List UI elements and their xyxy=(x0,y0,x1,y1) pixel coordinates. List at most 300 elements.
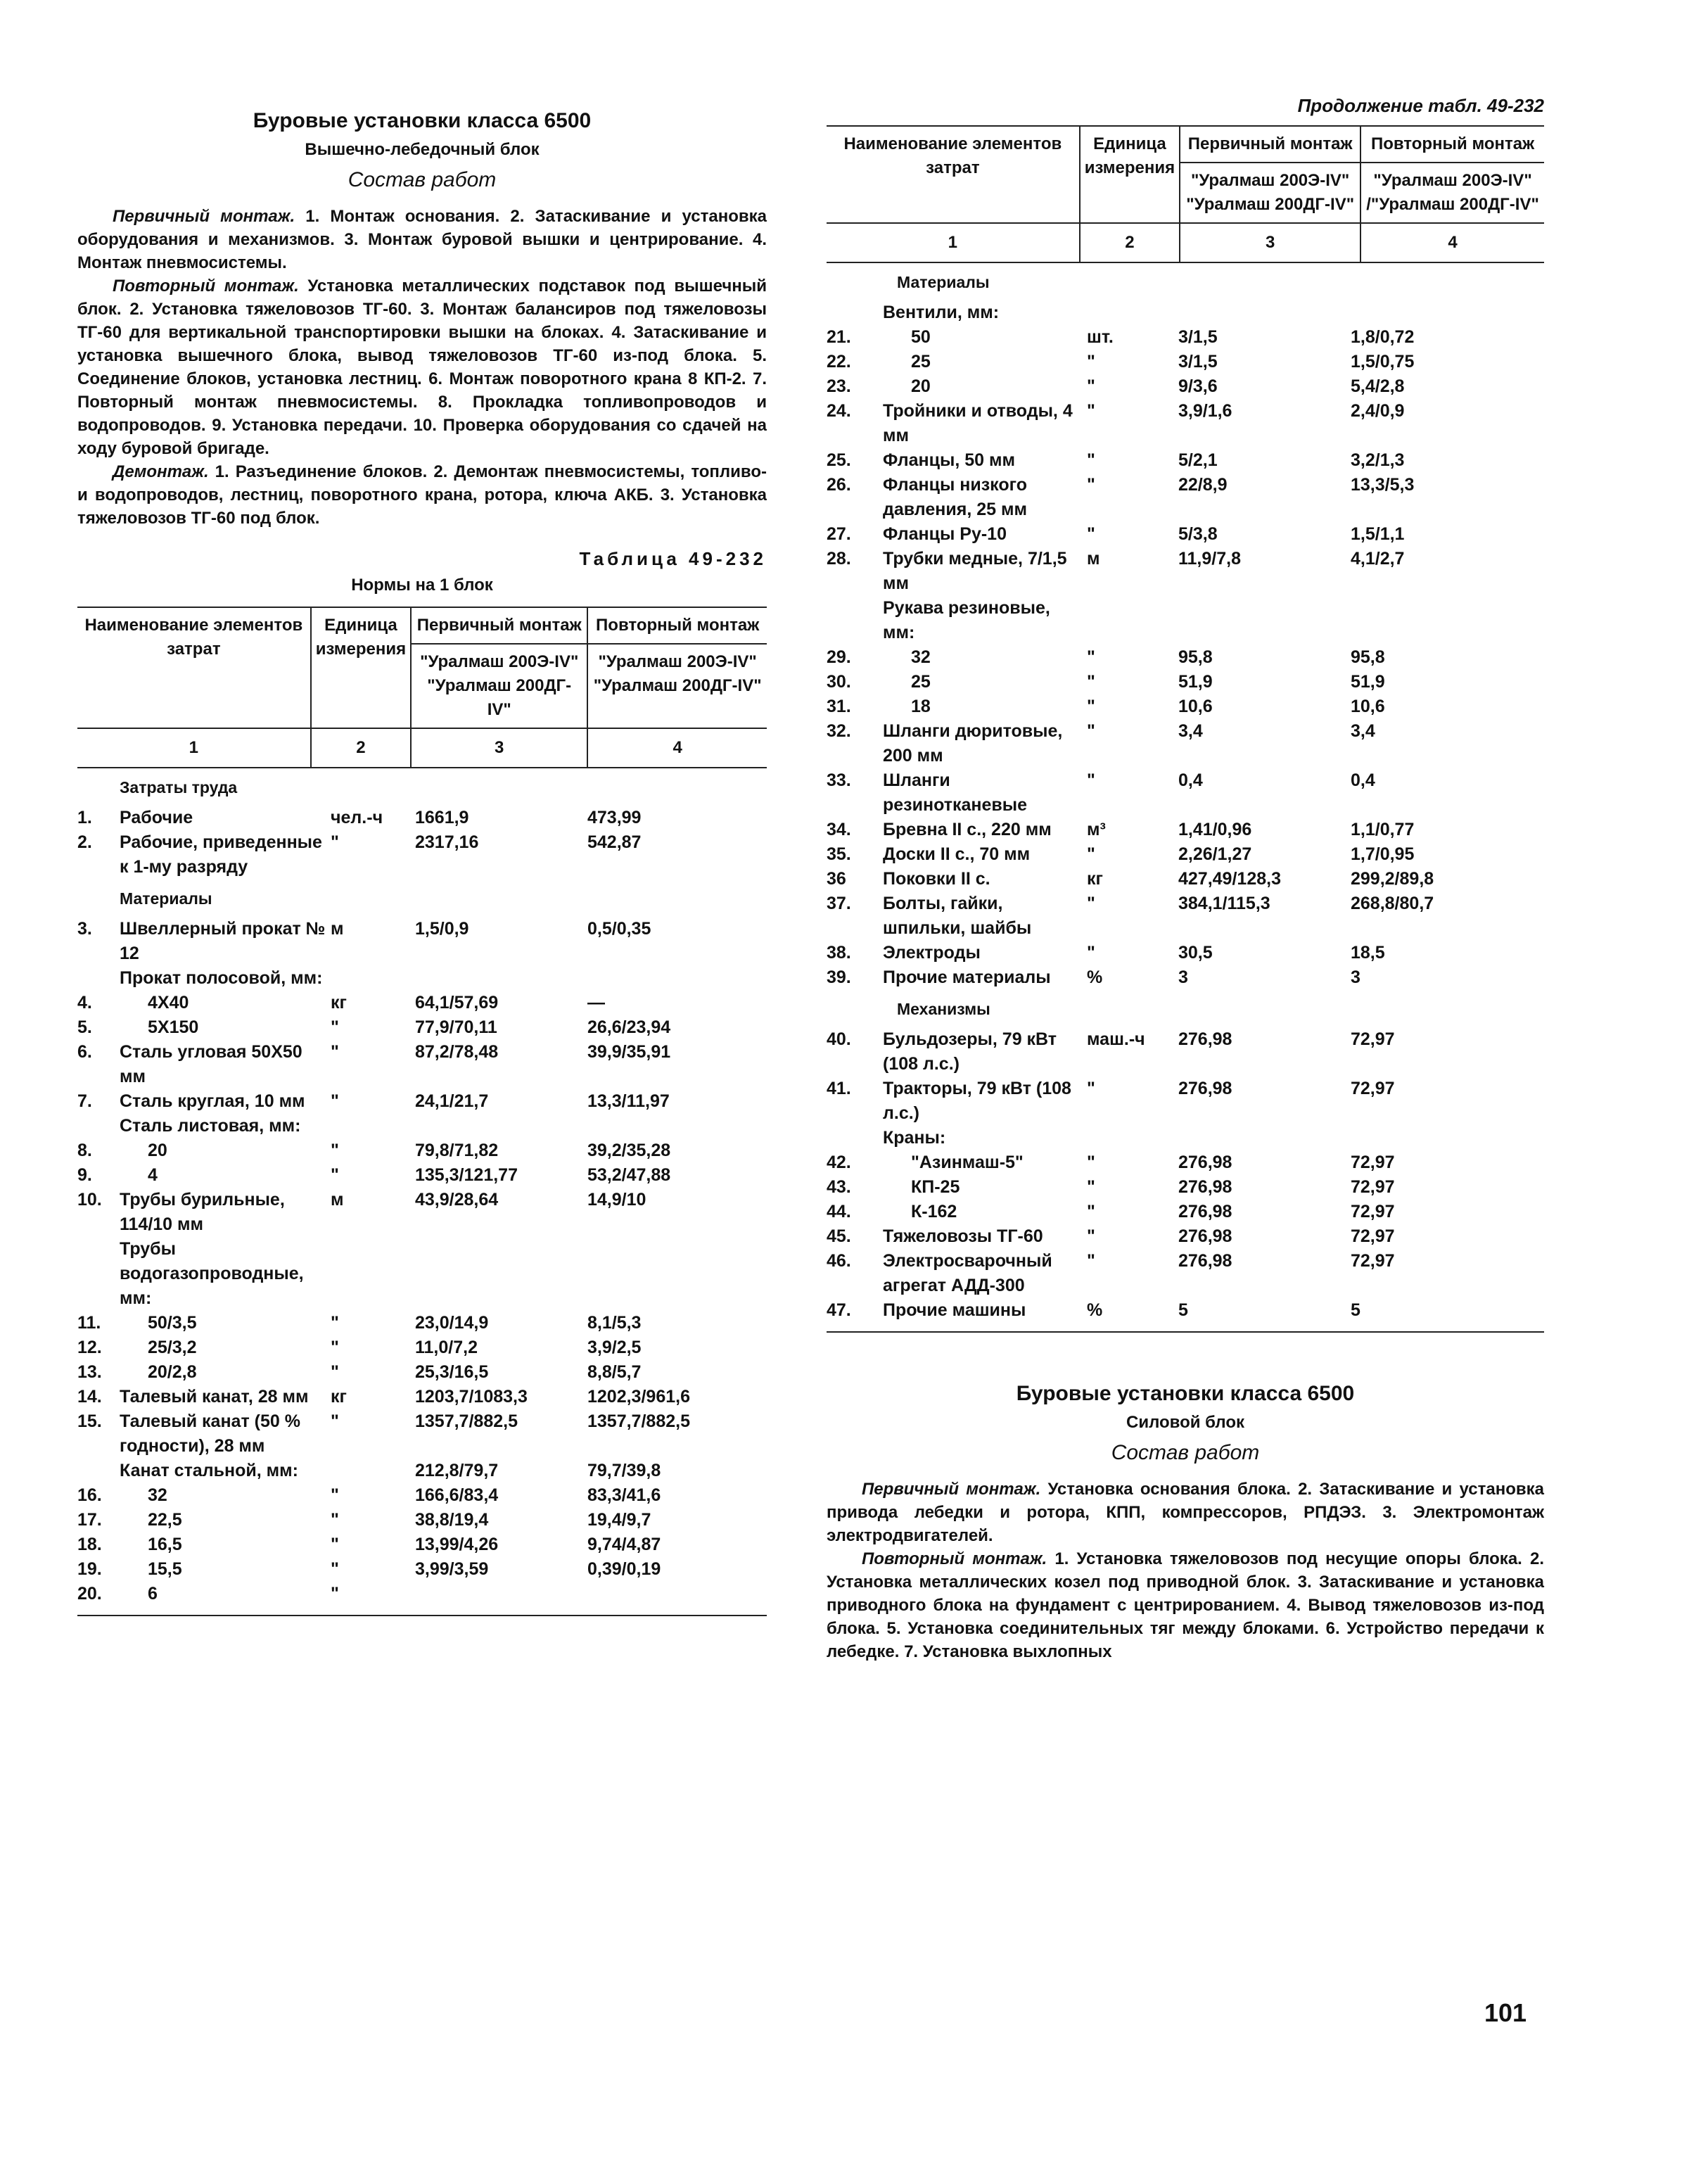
row-unit: м³ xyxy=(1087,820,1106,839)
row-primary-value: 87,2/78,48 xyxy=(415,1042,499,1062)
row-number: 13. xyxy=(77,1362,102,1382)
row-primary-value: 25,3/16,5 xyxy=(415,1362,489,1382)
paragraph-dismantle: Демонтаж. 1. Разъединение блоков. 2. Демонтаж пневмосистемы, топливо- и водопроводов, лестниц, поворотного крана, ротора, ключа АКБ. 3. Установка тяжеловозов ТГ-60 под блок. xyxy=(77,462,767,528)
row-primary-value: 276,98 xyxy=(1178,1251,1232,1271)
row-number: 35. xyxy=(827,844,851,864)
row-name: Сталь угловая 50Х50 мм xyxy=(120,1042,302,1086)
row-number: 9. xyxy=(77,1165,92,1185)
row-repeat-value: 268,8/80,7 xyxy=(1351,894,1434,913)
section-title: Буровые установки класса 6500 xyxy=(1016,1382,1355,1405)
row-name: Краны: xyxy=(883,1128,946,1148)
row-number: 30. xyxy=(827,672,851,692)
row-number: 43. xyxy=(827,1177,851,1197)
row-unit: " xyxy=(331,1559,339,1579)
row-unit: " xyxy=(331,1485,339,1505)
row-primary-value: 5/3,8 xyxy=(1178,524,1218,544)
table-row xyxy=(827,1224,1544,1249)
row-name: Канат стальной, мм: xyxy=(120,1461,298,1480)
row-name: КП-25 xyxy=(911,1177,960,1197)
paragraph-primary-install: Первичный монтаж. 1. Монтаж основания. 2. Затаскивание и установка оборудования и механизмов. 3. Монтаж буровой вышки и центрирование. 4. Монтаж пневмосистемы. xyxy=(77,207,767,272)
section-title: Буровые установки класса 6500 xyxy=(253,109,592,132)
row-name: 16,5 xyxy=(148,1535,182,1554)
table-row xyxy=(827,374,1544,399)
table-row xyxy=(77,1582,767,1606)
row-repeat-value: 39,9/35,91 xyxy=(587,1042,671,1062)
table-row xyxy=(77,991,767,1015)
row-unit: маш.-ч xyxy=(1087,1029,1145,1049)
header-num: 4 xyxy=(587,728,767,768)
row-number: 44. xyxy=(827,1202,851,1221)
table-header xyxy=(77,607,767,768)
row-number: 27. xyxy=(827,524,851,544)
header-num: 4 xyxy=(1360,223,1544,262)
row-name: 20 xyxy=(911,376,931,396)
row-repeat-value: 19,4/9,7 xyxy=(587,1510,651,1530)
row-primary-value: 3 xyxy=(1178,967,1188,987)
row-name: Тракторы, 79 кВт (108 л.с.) xyxy=(883,1079,1071,1123)
row-unit: " xyxy=(331,1584,339,1604)
row-name: Трубы водогазопроводные, мм: xyxy=(120,1239,304,1308)
row-unit: " xyxy=(1087,524,1095,544)
row-name: Рукава резиновые, мм: xyxy=(883,598,1050,642)
table-row xyxy=(77,917,767,966)
row-primary-value: 79,8/71,82 xyxy=(415,1141,499,1160)
row-number: 47. xyxy=(827,1300,851,1320)
row-primary-value: 77,9/70,11 xyxy=(415,1017,497,1037)
row-primary-value: 30,5 xyxy=(1178,943,1213,963)
row-number: 4. xyxy=(77,993,92,1013)
row-primary-value: 1661,9 xyxy=(415,808,469,827)
row-name: Талевый канат (50 % годности), 28 мм xyxy=(120,1411,300,1456)
table-row xyxy=(827,1150,1544,1175)
row-primary-value: 23,0/14,9 xyxy=(415,1313,489,1333)
row-repeat-value: 299,2/89,8 xyxy=(1351,869,1434,889)
row-unit: " xyxy=(1087,401,1095,421)
row-name: 5Х150 xyxy=(148,1017,199,1037)
row-unit: " xyxy=(331,1338,339,1357)
row-number: 10. xyxy=(77,1190,102,1210)
row-number: 19. xyxy=(77,1559,102,1579)
header-col-name: Наименование элементов затрат xyxy=(77,607,311,728)
header-col-unit: Единица измерения xyxy=(311,607,411,728)
row-repeat-value: 1,5/0,75 xyxy=(1351,352,1415,372)
row-unit: " xyxy=(1087,647,1095,667)
row-primary-value: 276,98 xyxy=(1178,1079,1232,1098)
row-name: Фланцы низкого давления, 25 мм xyxy=(883,475,1027,519)
row-unit: % xyxy=(1087,1300,1103,1320)
row-name: Доски II с., 70 мм xyxy=(883,844,1031,864)
header-col-name: Наименование элементов затрат xyxy=(827,126,1080,223)
row-name: Тройники и отводы, 4 мм xyxy=(883,401,1073,445)
row-unit: " xyxy=(1087,1202,1095,1221)
row-unit: " xyxy=(331,1141,339,1160)
row-repeat-value: 0,4 xyxy=(1351,770,1375,790)
left-table-body xyxy=(77,775,767,1606)
table-row xyxy=(77,1557,767,1582)
row-number: 36 xyxy=(827,869,846,889)
row-name: Бревна II с., 220 мм xyxy=(883,820,1052,839)
row-name: Болты, гайки, шпильки, шайбы xyxy=(883,894,1032,938)
row-repeat-value: 72,97 xyxy=(1351,1153,1395,1172)
row-unit: " xyxy=(331,1411,339,1431)
table-bottom-rule xyxy=(827,1331,1544,1333)
table-continuation-caption: Продолжение табл. 49-232 xyxy=(1297,95,1544,116)
row-unit: " xyxy=(331,1165,339,1185)
table-row xyxy=(827,448,1544,473)
row-name: 18 xyxy=(911,697,931,716)
row-unit: м xyxy=(1087,549,1100,569)
row-unit: кг xyxy=(1087,869,1103,889)
row-repeat-value: 473,99 xyxy=(587,808,642,827)
row-number: 32. xyxy=(827,721,851,741)
row-number: 17. xyxy=(77,1510,102,1530)
table-row xyxy=(827,1077,1544,1126)
row-unit: " xyxy=(1087,943,1095,963)
row-unit: " xyxy=(1087,894,1095,913)
header-num: 2 xyxy=(311,728,411,768)
row-number: 41. xyxy=(827,1079,851,1098)
table-row xyxy=(77,806,767,830)
table-row xyxy=(827,965,1544,990)
row-primary-value: 1203,7/1083,3 xyxy=(415,1387,528,1407)
table-row xyxy=(827,399,1544,448)
table-row xyxy=(827,473,1544,522)
row-unit: " xyxy=(1087,672,1095,692)
page-number: 101 xyxy=(1484,1998,1527,2027)
row-number: 38. xyxy=(827,943,851,963)
table-section-heading: Материалы xyxy=(120,889,212,908)
row-repeat-value: 72,97 xyxy=(1351,1202,1395,1221)
row-unit: " xyxy=(331,1510,339,1530)
header-col-primary: Первичный монтаж xyxy=(411,607,587,644)
row-name: 25/3,2 xyxy=(148,1338,197,1357)
row-name: Поковки II с. xyxy=(883,869,990,889)
table-row xyxy=(77,1040,767,1089)
row-number: 14. xyxy=(77,1387,102,1407)
row-primary-value: 3,9/1,6 xyxy=(1178,401,1232,421)
row-unit: " xyxy=(1087,475,1095,495)
row-primary-value: 427,49/128,3 xyxy=(1178,869,1281,889)
header-col-repeat-models: "Уралмаш 200Э-IV" "Уралмаш 200ДГ-IV" xyxy=(587,644,767,728)
table-row xyxy=(77,1335,767,1360)
row-repeat-value: 18,5 xyxy=(1351,943,1385,963)
table-row xyxy=(827,1175,1544,1200)
table-row xyxy=(827,842,1544,867)
row-unit: " xyxy=(331,1362,339,1382)
table-row xyxy=(827,818,1544,842)
row-number: 1. xyxy=(77,808,92,827)
row-number: 15. xyxy=(77,1411,102,1431)
row-repeat-value: 10,6 xyxy=(1351,697,1385,716)
table-row xyxy=(827,867,1544,891)
row-repeat-value: 72,97 xyxy=(1351,1029,1395,1049)
row-name: "Азинмаш-5" xyxy=(911,1153,1024,1172)
row-name: 32 xyxy=(911,647,931,667)
row-primary-value: 13,99/4,26 xyxy=(415,1535,499,1554)
header-col-unit: Единица измерения xyxy=(1080,126,1180,223)
table-row xyxy=(827,1298,1544,1323)
table-row xyxy=(77,1459,767,1483)
row-repeat-value: 1202,3/961,6 xyxy=(587,1387,690,1407)
row-repeat-value: 72,97 xyxy=(1351,1177,1395,1197)
table-row xyxy=(77,1237,767,1311)
left-column xyxy=(77,109,767,1616)
row-name: Шланги резинотканевые xyxy=(883,770,1028,815)
row-name: Шланги дюритовые, 200 мм xyxy=(883,721,1063,766)
header-num: 1 xyxy=(827,223,1080,262)
row-unit: " xyxy=(1087,1177,1095,1197)
table-row xyxy=(77,1360,767,1385)
row-repeat-value: 4,1/2,7 xyxy=(1351,549,1405,569)
table-row xyxy=(77,1138,767,1163)
table-row xyxy=(827,768,1544,818)
row-repeat-value: 3,4 xyxy=(1351,721,1375,741)
row-primary-value: 276,98 xyxy=(1178,1029,1232,1049)
row-name: 32 xyxy=(148,1485,167,1505)
row-repeat-value: 14,9/10 xyxy=(587,1190,646,1210)
row-number: 5. xyxy=(77,1017,92,1037)
paragraph-primary-install: Первичный монтаж. Установка основания блока. 2. Затаскивание и установка привода лебедки и ротора, КПП, компрессоров, РПДЭЗ. 3. Электромонтаж электродвигателей. xyxy=(827,1480,1544,1545)
row-number: 7. xyxy=(77,1091,92,1111)
row-repeat-value: 3 xyxy=(1351,967,1360,987)
row-unit: " xyxy=(331,832,339,852)
header-col-repeat: Повторный монтаж xyxy=(1360,126,1544,163)
table-row xyxy=(77,1114,767,1138)
row-name: Сталь листовая, мм: xyxy=(120,1116,301,1136)
table-row xyxy=(827,325,1544,350)
row-number: 12. xyxy=(77,1338,102,1357)
row-primary-value: 0,4 xyxy=(1178,770,1203,790)
row-primary-value: 1,41/0,96 xyxy=(1178,820,1252,839)
row-unit: " xyxy=(331,1535,339,1554)
row-unit: " xyxy=(1087,1251,1095,1271)
row-unit: " xyxy=(1087,1079,1095,1098)
header-col-primary-models: "Уралмаш 200Э-IV" "Уралмаш 200ДГ-IV" xyxy=(411,644,587,728)
table-row xyxy=(827,596,1544,645)
row-number: 37. xyxy=(827,894,851,913)
table-section-heading: Затраты труда xyxy=(120,778,238,796)
row-name: Прочие материалы xyxy=(883,967,1051,987)
row-name: К-162 xyxy=(911,1202,957,1221)
row-primary-value: 9/3,6 xyxy=(1178,376,1218,396)
row-number: 23. xyxy=(827,376,851,396)
row-primary-value: 276,98 xyxy=(1178,1153,1232,1172)
header-num: 2 xyxy=(1080,223,1180,262)
row-name: 50/3,5 xyxy=(148,1313,197,1333)
row-repeat-value: 3,9/2,5 xyxy=(587,1338,642,1357)
row-unit: кг xyxy=(331,1387,347,1407)
row-repeat-value: 26,6/23,94 xyxy=(587,1017,671,1037)
row-primary-value: 3/1,5 xyxy=(1178,327,1218,347)
row-name: Электроды xyxy=(883,943,981,963)
row-name: Тяжеловозы ТГ-60 xyxy=(883,1226,1043,1246)
table-row xyxy=(827,1200,1544,1224)
row-primary-value: 3/1,5 xyxy=(1178,352,1218,372)
row-name: Фланцы Ру-10 xyxy=(883,524,1007,544)
row-unit: " xyxy=(1087,844,1095,864)
table-row xyxy=(827,891,1544,941)
row-repeat-value: 13,3/11,97 xyxy=(587,1091,670,1111)
row-number: 46. xyxy=(827,1251,851,1271)
row-repeat-value: 5,4/2,8 xyxy=(1351,376,1405,396)
right-table-body xyxy=(827,270,1544,1323)
table-row xyxy=(77,830,767,880)
table-bottom-rule xyxy=(77,1615,767,1616)
row-repeat-value: 13,3/5,3 xyxy=(1351,475,1415,495)
row-primary-value: 22/8,9 xyxy=(1178,475,1228,495)
table-row xyxy=(77,1532,767,1557)
row-name: 25 xyxy=(911,352,931,372)
row-name: 4Х40 xyxy=(148,993,189,1013)
row-repeat-value: 51,9 xyxy=(1351,672,1385,692)
section-subtitle-italic: Состав работ xyxy=(1111,1441,1260,1464)
row-number: 22. xyxy=(827,352,851,372)
row-unit: " xyxy=(1087,376,1095,396)
right-column xyxy=(827,95,1544,1663)
row-primary-value: 38,8/19,4 xyxy=(415,1510,489,1530)
row-repeat-value: 0,39/0,19 xyxy=(587,1559,661,1579)
row-number: 24. xyxy=(827,401,851,421)
row-repeat-value: 79,7/39,8 xyxy=(587,1461,661,1480)
row-primary-value: 64,1/57,69 xyxy=(415,993,499,1013)
row-primary-value: 2,26/1,27 xyxy=(1178,844,1252,864)
table-row xyxy=(77,1483,767,1508)
table-norms: Нормы на 1 блок xyxy=(351,576,493,595)
row-repeat-value: 8,8/5,7 xyxy=(587,1362,642,1382)
row-primary-value: 135,3/121,77 xyxy=(415,1165,518,1185)
row-primary-value: 11,9/7,8 xyxy=(1178,549,1241,569)
row-number: 18. xyxy=(77,1535,102,1554)
row-repeat-value: 1357,7/882,5 xyxy=(587,1411,690,1431)
row-number: 42. xyxy=(827,1153,851,1172)
paragraph-repeat-install: Повторный монтаж. Установка металлических подставок под вышечный блок. 2. Установка тяжеловозов ТГ-60. 3. Монтаж балансиров под тяжеловозы ТГ-60 для вертикальной транспортировки вышки на блоках. 4. Затаскивание и установка вышечного блока, вывод тяжеловозов ТГ-60 из-под блока. 5. Соединение блоков, установка лестниц. 6. Монтаж поворотного крана 8 КП-2. 7. Повторный монтаж пневмосистемы. 8. Прокладка топливопроводов и водопроводов. 9. Установка передачи. 10. Проверка оборудования со сдачей на ходу буровой бригаде. xyxy=(77,277,767,458)
table-row xyxy=(77,1409,767,1459)
header-col-repeat-models: "Уралмаш 200Э-IV" /"Уралмаш 200ДГ-IV" xyxy=(1360,163,1544,223)
table-row xyxy=(827,719,1544,768)
table-row xyxy=(827,694,1544,719)
row-number: 31. xyxy=(827,697,851,716)
row-unit: м xyxy=(331,1190,344,1210)
row-number: 20. xyxy=(77,1584,102,1604)
row-repeat-value: 542,87 xyxy=(587,832,642,852)
row-repeat-value: 5 xyxy=(1351,1300,1360,1320)
row-name: 6 xyxy=(148,1584,158,1604)
table-row xyxy=(827,645,1544,670)
header-col-repeat: Повторный монтаж xyxy=(587,607,767,644)
header-num: 3 xyxy=(411,728,587,768)
row-primary-value: 3,4 xyxy=(1178,721,1203,741)
row-primary-value: 2317,16 xyxy=(415,832,479,852)
table-row xyxy=(77,1385,767,1409)
row-name: Талевый канат, 28 мм xyxy=(120,1387,309,1407)
table-section-heading: Материалы xyxy=(897,273,990,291)
row-repeat-value: 39,2/35,28 xyxy=(587,1141,671,1160)
row-unit: " xyxy=(1087,697,1095,716)
row-primary-value: 3,99/3,59 xyxy=(415,1559,489,1579)
header-num: 1 xyxy=(77,728,311,768)
table-row xyxy=(827,670,1544,694)
row-unit: " xyxy=(1087,721,1095,741)
row-number: 45. xyxy=(827,1226,851,1246)
row-repeat-value: 1,5/1,1 xyxy=(1351,524,1405,544)
row-name: 20/2,8 xyxy=(148,1362,197,1382)
row-primary-value: 95,8 xyxy=(1178,647,1213,667)
paragraph-repeat-install: Повторный монтаж. 1. Установка тяжеловозов под несущие опоры блока. 2. Установка металлических козел под приводной блок. 3. Затаскивание и установка приводного блока на фундамент с центрированием. 4. Вывод тяжеловозов из-под блока. 5. Установка соединительных тяг между блоками. 6. Устройство передачи к лебедке. 7. Установка выхлопных xyxy=(827,1549,1545,1661)
row-repeat-value: 83,3/41,6 xyxy=(587,1485,661,1505)
row-name: 22,5 xyxy=(148,1510,182,1530)
row-unit: " xyxy=(331,1017,339,1037)
row-name: 20 xyxy=(148,1141,167,1160)
row-number: 2. xyxy=(77,832,92,852)
row-unit: " xyxy=(331,1313,339,1333)
row-name: Электросварочный агрегат АДД-300 xyxy=(883,1251,1052,1295)
row-unit: " xyxy=(1087,1153,1095,1172)
table-row xyxy=(827,1249,1544,1298)
row-primary-value: 10,6 xyxy=(1178,697,1213,716)
row-name: 50 xyxy=(911,327,931,347)
row-primary-value: 384,1/115,3 xyxy=(1178,894,1270,913)
header-num: 3 xyxy=(1180,223,1360,262)
row-number: 34. xyxy=(827,820,851,839)
row-repeat-value: — xyxy=(587,993,605,1013)
table-row xyxy=(77,1311,767,1335)
table-row xyxy=(827,941,1544,965)
row-repeat-value: 1,7/0,95 xyxy=(1351,844,1415,864)
row-unit: " xyxy=(331,1042,339,1062)
row-repeat-value: 72,97 xyxy=(1351,1251,1395,1271)
row-primary-value: 276,98 xyxy=(1178,1226,1232,1246)
table-row xyxy=(77,966,767,991)
row-name: 4 xyxy=(148,1165,158,1185)
table-row xyxy=(77,1508,767,1532)
row-primary-value: 166,6/83,4 xyxy=(415,1485,499,1505)
row-repeat-value: 1,1/0,77 xyxy=(1351,820,1415,839)
row-repeat-value: 2,4/0,9 xyxy=(1351,401,1405,421)
row-number: 21. xyxy=(827,327,851,347)
row-number: 3. xyxy=(77,919,92,939)
row-repeat-value: 72,97 xyxy=(1351,1226,1395,1246)
row-primary-value: 5 xyxy=(1178,1300,1188,1320)
section-subtitle-italic: Состав работ xyxy=(348,168,497,191)
row-name: Фланцы, 50 мм xyxy=(883,450,1015,470)
row-number: 33. xyxy=(827,770,851,790)
row-primary-value: 24,1/21,7 xyxy=(415,1091,489,1111)
table-row xyxy=(77,1089,767,1114)
row-unit: " xyxy=(1087,770,1095,790)
row-unit: кг xyxy=(331,993,347,1013)
header-col-primary: Первичный монтаж xyxy=(1180,126,1360,163)
row-primary-value: 1,5/0,9 xyxy=(415,919,469,939)
row-primary-value: 1357,7/882,5 xyxy=(415,1411,518,1431)
row-repeat-value: 9,74/4,87 xyxy=(587,1535,661,1554)
table-row xyxy=(827,547,1544,596)
power-block-section xyxy=(827,1382,1544,1663)
table-row xyxy=(77,1188,767,1237)
row-primary-value: 212,8/79,7 xyxy=(415,1461,499,1480)
section-subtitle: Силовой блок xyxy=(1126,1413,1245,1432)
table-row xyxy=(827,350,1544,374)
row-number: 28. xyxy=(827,549,851,569)
row-name: Прокат полосовой, мм: xyxy=(120,968,323,988)
row-primary-value: 43,9/28,64 xyxy=(415,1190,499,1210)
row-number: 26. xyxy=(827,475,851,495)
row-repeat-value: 0,5/0,35 xyxy=(587,919,651,939)
row-name: Трубки медные, 7/1,5 мм xyxy=(883,549,1067,593)
row-unit: " xyxy=(1087,1226,1095,1246)
table-row xyxy=(827,1126,1544,1150)
row-repeat-value: 53,2/47,88 xyxy=(587,1165,671,1185)
row-name: Бульдозеры, 79 кВт (108 л.с.) xyxy=(883,1029,1057,1074)
